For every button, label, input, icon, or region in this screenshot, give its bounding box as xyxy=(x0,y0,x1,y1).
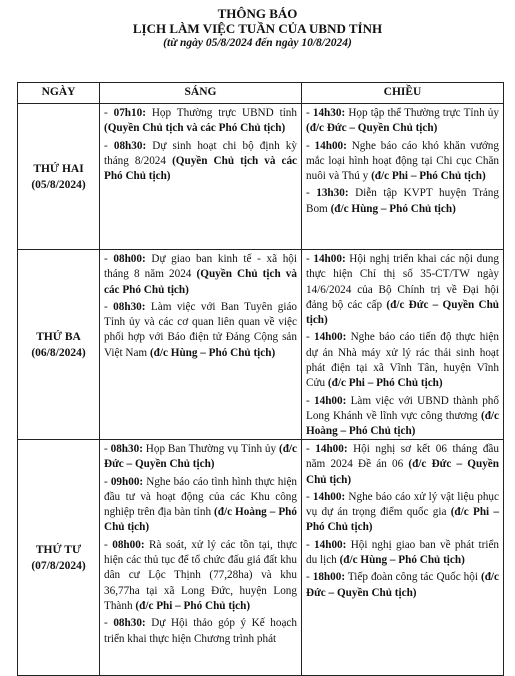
day-date: (05/8/2024) xyxy=(31,178,86,191)
item-time: 14h30: xyxy=(312,107,346,119)
item-attendees: (Quyền Chủ tịch và các Phó Chủ tịch) xyxy=(104,268,297,296)
schedule-item: - 14h00: Làm việc với UBND thành phố Long Khánh về lĩnh vực công thương (đ/c Hoàng – Phó Chủ tịch) xyxy=(306,394,500,438)
item-text: Nghe báo cáo khó khăn vướng mắc loại hình hoạt động tại Chi cục Chăn nuôi và Thú y xyxy=(306,139,499,183)
morning-items xyxy=(104,442,297,647)
day-cell xyxy=(18,104,100,250)
schedule-item: - 18h00: Tiếp đoàn công tác Quốc hội (đ/c Đức – Quyền Chủ tịch) xyxy=(306,571,499,599)
item-text: Hội nghị giao ban về phát triển du lịch xyxy=(306,538,499,567)
item-attendees: (đ/c Đức – Quyền Chủ tịch) xyxy=(306,122,438,135)
table-header-row xyxy=(18,83,504,104)
item-attendees: (đ/c Hùng – Phó Chủ tịch) xyxy=(149,346,276,359)
item-attendees: (đ/c Phi – Phó Chủ tịch) xyxy=(135,599,251,612)
schedule-item: - 09h00: Nghe báo cáo tình hình thực hiện đầu tư và hoạt động của các Khu công nghiệp trên địa bàn tỉnh (đ/c Hoàng – Phó Chủ tịch) xyxy=(104,475,297,534)
afternoon-items xyxy=(306,442,499,601)
item-text: Hội nghị triển khai các nội dung thực hiện Chỉ thị số 35-CT/TW ngày 14/6/2024 của Bộ Chính trị về Đại hội đảng bộ các cấp xyxy=(306,253,499,311)
item-time: 13h30: xyxy=(316,187,349,200)
schedule-item: - 08h00: Rà soát, xử lý các tồn tại, thực hiện các thủ tục để tổ chức đấu giá đất khu dân cư Lộc Thịnh (77,28ha) và khu 36,77ha tại xã Long Đức, huyện Long Thành (đ/c Phi – Phó Chủ tịch) xyxy=(104,538,297,612)
schedule-item: - 14h00: Hội nghị giao ban về phát triển du lịch (đ/c Hùng – Phó Chủ tịch) xyxy=(306,538,499,567)
morning-items xyxy=(104,252,297,361)
notice-subtitle: LỊCH LÀM VIỆC TUẦN CỦA UBND TỈNH xyxy=(132,21,383,36)
schedule-item: - 07h10: Họp Thường trực UBND tỉnh (Quyền Chủ tịch và các Phó Chủ tịch) xyxy=(104,107,297,135)
item-attendees: (đ/c Đức – Quyền Chủ tịch) xyxy=(306,458,499,486)
item-time: 08h30: xyxy=(113,300,146,313)
item-time: 14h00: xyxy=(314,394,347,407)
table-row xyxy=(18,250,504,440)
afternoon-items xyxy=(306,106,499,217)
item-time: 09h00: xyxy=(110,475,144,488)
item-text: Làm việc với UBND thành phố Long Khánh về lĩnh vực công thương xyxy=(306,394,499,422)
item-time: 08h00: xyxy=(112,538,145,551)
day-cell xyxy=(18,440,100,676)
item-attendees: (Quyền Chủ tịch và các Phó Chủ tịch) xyxy=(104,122,286,135)
item-text: Hội nghị sơ kết 06 tháng đầu năm 2024 Đề án 06 xyxy=(306,443,499,471)
item-attendees: (Quyền Chủ tịch và các Phó Chủ tịch) xyxy=(104,154,297,183)
column-header-afternoon: CHIỀU xyxy=(302,83,504,104)
morning-cell xyxy=(100,440,302,676)
item-time: 14h00: xyxy=(315,443,348,455)
item-time: 08h30: xyxy=(110,443,143,455)
item-text: Họp Ban Thường vụ Tỉnh ủy xyxy=(145,443,277,455)
item-attendees: (đ/c Hùng – Phó Chủ tịch) xyxy=(330,202,456,215)
schedule-item: - 08h30: Họp Ban Thường vụ Tỉnh ủy (đ/c Đức – Quyền Chủ tịch) xyxy=(104,443,298,471)
item-time: 14h00: xyxy=(313,331,347,344)
item-time: 08h30: xyxy=(113,617,146,630)
item-time: 14h00: xyxy=(312,490,346,503)
item-time: 07h10: xyxy=(113,107,146,119)
item-time: 14h00: xyxy=(314,139,347,152)
column-header-day: NGÀY xyxy=(18,83,100,104)
item-time: 14h00: xyxy=(314,538,347,551)
morning-cell xyxy=(100,104,302,250)
item-time: 14h00: xyxy=(313,253,346,265)
header xyxy=(0,0,515,50)
item-text: Họp tập thể Thường trực Tỉnh ủy xyxy=(348,107,499,119)
day-date: (06/8/2024) xyxy=(31,346,86,359)
item-attendees: (đ/c Đức – Quyền Chủ tịch) xyxy=(306,298,500,327)
schedule-item: - 08h30: Dự sinh hoạt chi bộ định kỳ tháng 8/2024 (Quyền Chủ tịch và các Phó Chủ tịch) xyxy=(104,139,297,183)
schedule-item: - 14h00: Hội nghị sơ kết 06 tháng đầu năm 2024 Đề án 06 (đ/c Đức – Quyền Chủ tịch) xyxy=(306,443,499,486)
afternoon-items xyxy=(306,252,500,438)
afternoon-cell xyxy=(302,104,504,250)
schedule-item: - 08h30: Làm việc với Ban Tuyên giáo Tỉnh ủy và các cơ quan liên quan về việc phối hợp với Báo điện tử Đảng Cộng sản Việt Nam (đ/c Hùng – Phó Chủ tịch) xyxy=(104,300,298,359)
item-text: Làm việc với Ban Tuyên giáo Tỉnh ủy và các cơ quan liên quan về việc phối hợp với Báo điện tử Đảng Cộng sản Việt Nam xyxy=(104,300,298,359)
morning-items xyxy=(104,106,297,184)
schedule-item: - 14h00: Nghe báo cáo khó khăn vướng mắc loại hình hoạt động tại Chi cục Chăn nuôi và Thú y (đ/c Phi – Phó Chủ tịch) xyxy=(306,139,499,183)
item-time: 18h00: xyxy=(312,571,346,584)
item-text: Tiếp đoàn công tác Quốc hội xyxy=(347,571,478,584)
item-attendees: (đ/c Phi – Phó Chủ tịch) xyxy=(371,170,486,183)
schedule-item: - 14h30: Họp tập thể Thường trực Tỉnh ủy (đ/c Đức – Quyền Chủ tịch) xyxy=(306,107,499,135)
schedule-item: - 08h30: Dự Hội thảo góp ý Kế hoạch triển khai thực hiện Chương trình phát xyxy=(104,617,297,645)
item-time: 08h00: xyxy=(113,253,146,265)
item-attendees: (đ/c Đức – Quyền Chủ tịch) xyxy=(306,571,499,599)
day-name: THỨ HAI xyxy=(33,162,84,175)
notice-title: THÔNG BÁO xyxy=(217,6,298,21)
item-text: Rà soát, xử lý các tồn tại, thực hiện các thủ tục để tổ chức đấu giá đất khu dân cư Lộc Thịnh (77,28ha) và khu 36,77ha tại xã Long Đức, huyện Long Thành xyxy=(104,538,297,612)
day-name: THỨ TƯ xyxy=(35,543,82,556)
schedule-item: - 13h30: Diễn tập KVPT huyện Trảng Bom (đ/c Hùng – Phó Chủ tịch) xyxy=(306,187,499,215)
item-text: Nghe báo cáo xử lý vật liệu phục vụ dự án trọng điểm quốc gia xyxy=(306,490,499,519)
day-cell xyxy=(18,250,100,440)
table-row xyxy=(18,440,504,676)
item-text: Dự giao ban kinh tế - xã hội tháng 8 năm 2024 xyxy=(104,253,297,281)
item-text: Dự sinh hoạt chi bộ định kỳ tháng 8/2024 xyxy=(104,139,297,167)
item-text: Nghe báo cáo tiến độ thực hiện dự án Nhà máy xử lý rác thải sinh hoạt phát điện tại xã Vĩnh Tân, huyện Vĩnh Cửu xyxy=(306,331,499,390)
afternoon-cell xyxy=(302,250,504,440)
table-row xyxy=(18,104,504,250)
morning-cell xyxy=(100,250,302,440)
item-attendees: (đ/c Hoàng – Phó Chủ tịch) xyxy=(306,409,500,438)
item-text: Dự Hội thảo góp ý Kế hoạch triển khai thực hiện Chương trình phát xyxy=(104,617,297,645)
item-time: 08h30: xyxy=(113,139,147,152)
schedule-item: - 08h00: Dự giao ban kinh tế - xã hội tháng 8 năm 2024 (Quyền Chủ tịch và các Phó Chủ tịch) xyxy=(104,253,297,296)
day-name: THỨ BA xyxy=(36,330,81,343)
afternoon-cell xyxy=(302,440,504,676)
notice-date-range: (từ ngày 05/8/2024 đến ngày 10/8/2024) xyxy=(163,37,352,49)
schedule-table xyxy=(17,82,504,676)
item-attendees: (đ/c Đức – Quyền Chủ tịch) xyxy=(104,443,298,471)
schedule-item: - 14h00: Nghe báo cáo xử lý vật liệu phục vụ dự án trọng điểm quốc gia (đ/c Phi – Phó Chủ tịch) xyxy=(306,490,500,534)
schedule-item: - 14h00: Hội nghị triển khai các nội dung thực hiện Chỉ thị số 35-CT/TW ngày 14/6/2024 của Bộ Chính trị về Đại hội đảng bộ các cấp (đ/c Đức – Quyền Chủ tịch) xyxy=(306,253,500,327)
item-text: Diễn tập KVPT huyện Trảng Bom xyxy=(306,187,499,215)
item-attendees: (đ/c Hùng – Phó Chủ tịch) xyxy=(339,554,465,567)
item-attendees: (đ/c Phi – Phó Chủ tịch) xyxy=(327,377,443,390)
column-header-morning: SÁNG xyxy=(100,83,302,104)
item-attendees: (đ/c Hoàng – Phó Chủ tịch) xyxy=(104,506,297,534)
item-text: Nghe báo cáo tình hình thực hiện đầu tư và hoạt động của các Khu công nghiệp trên địa bàn tỉnh xyxy=(104,475,297,519)
day-date: (07/8/2024) xyxy=(31,559,86,572)
schedule-item: - 14h00: Nghe báo cáo tiến độ thực hiện dự án Nhà máy xử lý rác thải sinh hoạt phát điện tại xã Vĩnh Tân, huyện Vĩnh Cửu (đ/c Phi – Phó Chủ tịch) xyxy=(306,331,499,390)
item-attendees: (đ/c Phi – Phó Chủ tịch) xyxy=(306,506,500,534)
item-text: Họp Thường trực UBND tỉnh xyxy=(151,107,297,119)
